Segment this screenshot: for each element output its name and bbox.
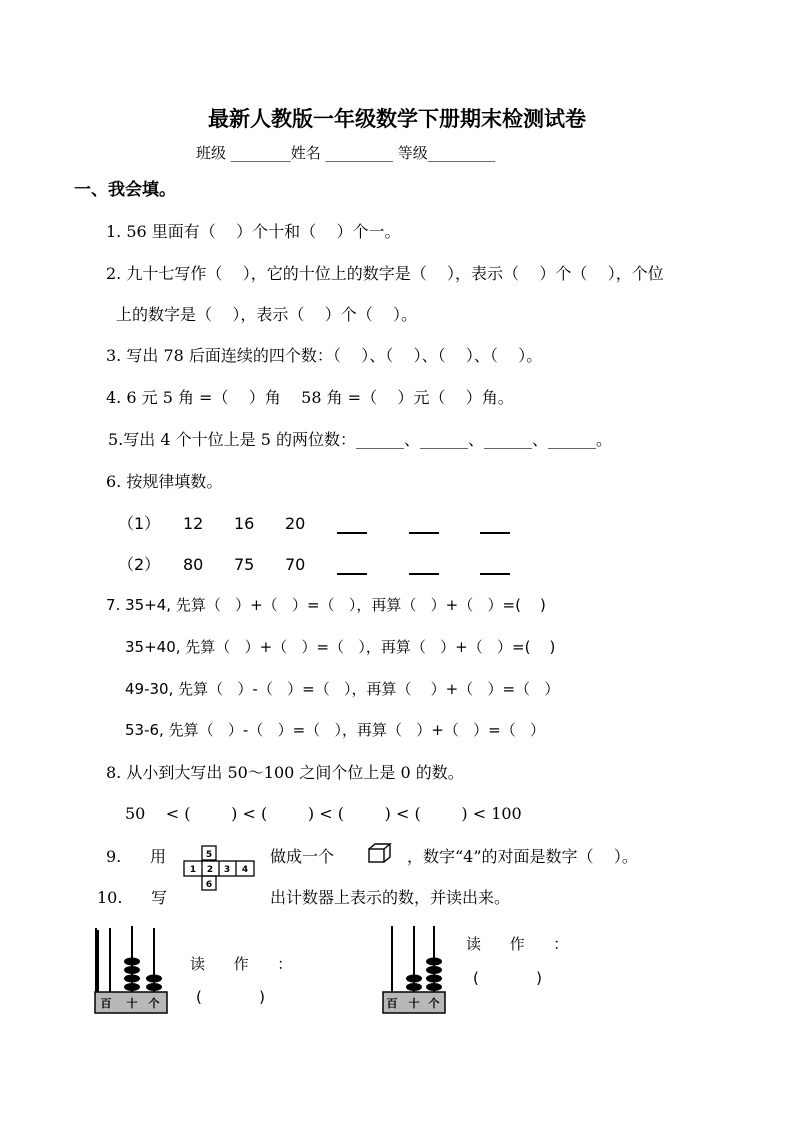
svg-text:3: 3 [223, 865, 231, 875]
svg-text:个: 个 [428, 997, 440, 1010]
svg-text:百: 百 [386, 997, 398, 1010]
read-as-label: 读 作 ： [466, 935, 569, 953]
svg-text:2: 2 [206, 865, 214, 875]
answer-parentheses: ( ) [473, 969, 542, 987]
question-3: 3. 写出 78 后面连续的四个数：（ ）、（ ）、（ ）、（ ）。 [106, 346, 543, 365]
question-1: 1. 56 里面有（ ）个十和（ ）个一。 [106, 222, 401, 241]
question-7-line: 7. 35+4, 先算（ ）+（ ）=（ ），再算（ ）+（ ）=( ) [106, 596, 546, 614]
sequence-2-number: 80 [183, 555, 204, 574]
answer-blank[interactable] [337, 573, 367, 575]
question-2-line-1: 2. 九十七写作（ ），它的十位上的数字是（ ），表示（ ）个（ ），个位 [106, 264, 664, 283]
svg-text:6: 6 [205, 880, 213, 890]
question-10-text: 写 [151, 888, 168, 907]
sequence-2-number: 70 [285, 555, 306, 574]
question-8-answer-line: 50 < ( ) < ( ) < ( ) < ( ) < 100 [125, 804, 522, 823]
abacus-bead [124, 975, 140, 983]
question-9-number: 9. [106, 847, 122, 866]
svg-text:十: 十 [408, 997, 420, 1010]
question-10-number: 10. [97, 888, 123, 907]
question-7-line: 35+40, 先算（ ）+（ ）=（ ），再算（ ）+（ ）=( ) [125, 638, 556, 656]
sequence-1-number: 16 [234, 514, 255, 533]
svg-text:4: 4 [241, 865, 249, 875]
abacus-counter-1 [92, 922, 172, 1018]
student-info-line: 班级 ________姓名 _________ 等级_________ [196, 144, 496, 162]
question-7-line: 49-30, 先算（ ）-（ ）=（ ），再算（ ）+（ ）=（ ） [125, 680, 560, 698]
abacus-bead [124, 983, 140, 991]
section-heading: 一、我会填。 [74, 180, 176, 200]
svg-text:个: 个 [148, 997, 160, 1010]
sequence-2-label: （2） [118, 555, 161, 574]
answer-blank[interactable] [480, 532, 510, 534]
abacus-bead [124, 958, 140, 966]
abacus-bead [426, 958, 442, 966]
abacus-bead [426, 983, 442, 991]
question-2-line-2: 上的数字是（ ），表示（ ）个（ ）。 [116, 305, 418, 324]
sequence-1-label: （1） [118, 514, 161, 533]
question-9-text: 做成一个 [270, 847, 335, 866]
sequence-1-number: 12 [183, 514, 204, 533]
question-5: 5.写出 4 个十位上是 5 的两位数：______、______、______、______。 [108, 430, 612, 449]
abacus-bead [426, 966, 442, 974]
answer-parentheses: ( ) [196, 988, 265, 1006]
sequence-1-number: 20 [285, 514, 306, 533]
question-10-text: 出计数器上表示的数，并读出来。 [270, 888, 511, 907]
sequence-2-number: 75 [234, 555, 255, 574]
question-4: 4. 6 元 5 角 =（ ）角 58 角 =（ ）元（ ）角。 [106, 388, 514, 407]
question-6: 6. 按规律填数。 [106, 472, 223, 491]
svg-text:5: 5 [205, 850, 213, 860]
abacus-bead [406, 975, 422, 983]
answer-blank[interactable] [480, 573, 510, 575]
answer-blank[interactable] [409, 532, 439, 534]
abacus-bead [146, 983, 162, 991]
question-7-line: 53-6, 先算（ ）-（ ）=（ ），再算（ ）+（ ）=（ ） [125, 721, 546, 739]
svg-text:十: 十 [126, 997, 138, 1010]
abacus-bead [426, 975, 442, 983]
answer-blank[interactable] [337, 532, 367, 534]
question-9-text: ，数字“4”的对面是数字（ ）。 [407, 847, 638, 866]
svg-text:1: 1 [189, 865, 197, 875]
question-8: 8. 从小到大写出 50～100 之间个位上是 0 的数。 [106, 763, 464, 782]
cube-net-figure [182, 844, 260, 894]
svg-text:百: 百 [100, 997, 112, 1010]
read-as-label: 读 作 ： [190, 955, 293, 973]
abacus-bead [406, 983, 422, 991]
page-title: 最新人教版一年级数学下册期末检测试卷 [208, 106, 586, 131]
cube-icon [367, 842, 393, 864]
answer-blank[interactable] [409, 573, 439, 575]
abacus-bead [124, 966, 140, 974]
abacus-bead [146, 975, 162, 983]
question-9-text: 用 [150, 847, 167, 866]
abacus-counter-2 [380, 922, 460, 1018]
